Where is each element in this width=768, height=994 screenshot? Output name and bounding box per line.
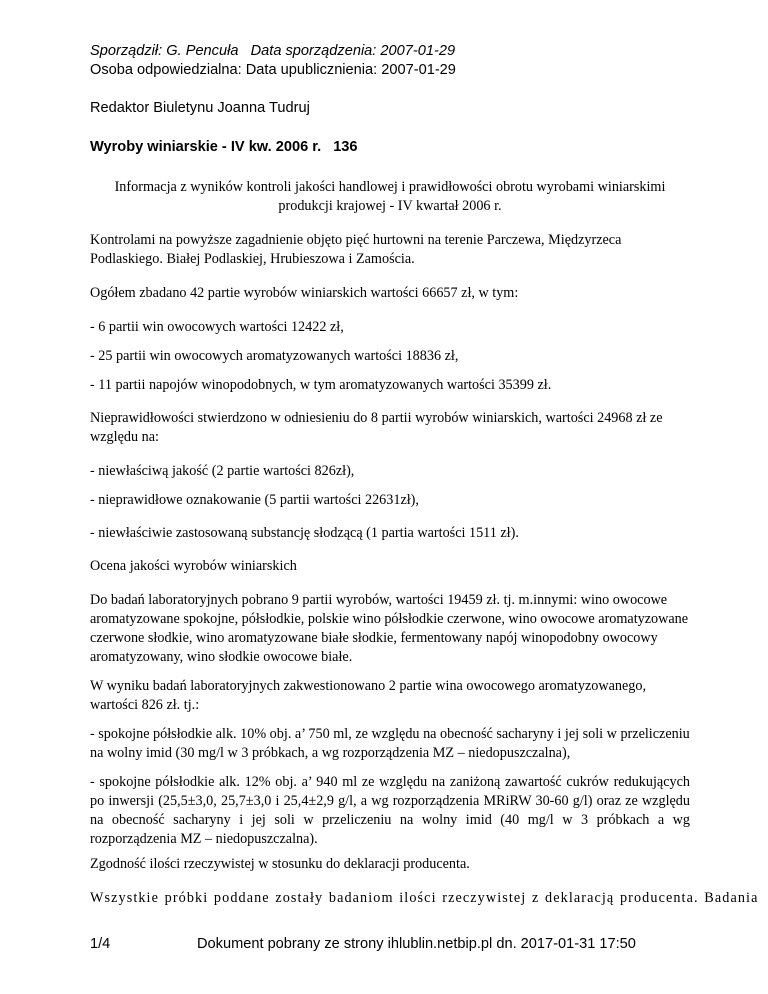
paragraph-lab-samples: Do badań laboratoryjnych pobrano 9 partii wyrobów, wartości 19459 zł. tj. m.innymi: wino owocowe aromatyzowane spokojne, półsłodkie, polskie wino półsłodkie czerwone, wino owocowe aromatyzowane czerwone słodkie, wino aromatyzowane białe słodkie, fermentowany napój winopodobny owocowy aromatyzowany, wino słodkie owocowe białe. [90,592,689,665]
download-note: Dokument pobrany ze strony ihlublin.netbip.pl dn. 2017-01-31 17:50 [197,936,636,952]
section-heading-quantity: Zgodność ilości rzeczywistej w stosunku do deklaracji producenta. [90,856,470,872]
list-item-aromatized-wines: - 25 partii win owocowych aromatyzowanych wartości 18836 zł, [90,348,459,364]
document-title-text: Wyroby winiarskie - IV kw. 2006 r. [90,139,322,155]
responsible-person: Osoba odpowiedzialna: Data upublicznienia: 2007-01-29 [90,62,456,78]
list-item-fruit-wines: - 6 partii win owocowych wartości 12422 zł, [90,319,344,335]
list-item-sweetener: - niewłaściwie zastosowaną substancję słodzącą (1 partia wartości 1511 zł). [90,525,519,541]
section-heading-quality: Ocena jakości wyrobów winiarskich [90,558,297,574]
bulletin-editor: Redaktor Biuletynu Joanna Tudruj [90,100,310,116]
paragraph-lab-results: W wyniku badań laboratoryjnych zakwestionowano 2 partie wina owocowego aromatyzowanego, wartości 826 zł. tj.: [90,678,647,713]
list-item-wine-like-drinks: - 11 partii napojów winopodobnych, w tym aromatyzowanych wartości 35399 zł. [90,377,552,393]
list-item-sample-two: - spokojne półsłodkie alk. 12% obj. a’ 940 ml ze względu na zaniżoną zawartość cukrów redukujących po inwersji (25,5±3,0, 25,7±3,0 i 25,4±2,9 g/l, a wg rozporządzenia MRiRW 30-60 g/l) oraz ze względu na obecność sacharyny i jej soli w przeliczeniu na wolny imid (40 mg/l w 3 próbkach a wg rozporządzenia MZ – niedopuszczalna). [90,774,690,847]
paragraph-quantity: Wszystkie próbki poddane zostały badaniom ilości rzeczywistej z deklaracją producenta. Badania [90,890,759,906]
report-heading: Informacja z wyników kontroli jakości handlowej i prawidłowości obrotu wyrobami winiarskimi produkcji krajowej - IV kwartał 2006 r. [114,179,666,214]
prepared-by: Sporządził: G. Pencuła Data sporządzenia: 2007-01-29 [90,43,456,59]
page-number: 1/4 [90,936,111,952]
list-item-sample-one: - spokojne półsłodkie alk. 10% obj. a’ 750 ml, ze względu na obecność sacharyny i jej soli w przeliczeniu na wolny imid (30 mg/l w 3 próbkach, a wg rozporządzenia MZ – niedopuszczalna), [90,726,690,761]
document-title [90,139,690,155]
paragraph-scope: Kontrolami na powyższe zagadnienie objęto pięć hurtowni na terenie Parczewa, Międzyrzeca Podlaskiego. Białej Podlaskiej, Hrubieszowa i Zamościa. [90,232,622,267]
list-item-quality: - niewłaściwą jakość (2 partie wartości 826zł), [90,463,355,479]
paragraph-total: Ogółem zbadano 42 partie wyrobów winiarskich wartości 66657 zł, w tym: [90,285,519,301]
document-number: 136 [333,139,358,155]
paragraph-irregularities: Nieprawidłowości stwierdzono w odniesieniu do 8 partii wyrobów winiarskich, wartości 24968 zł ze względu na: [90,410,663,445]
list-item-labelling: - nieprawidłowe oznakowanie (5 partii wartości 22631zł), [90,492,419,508]
